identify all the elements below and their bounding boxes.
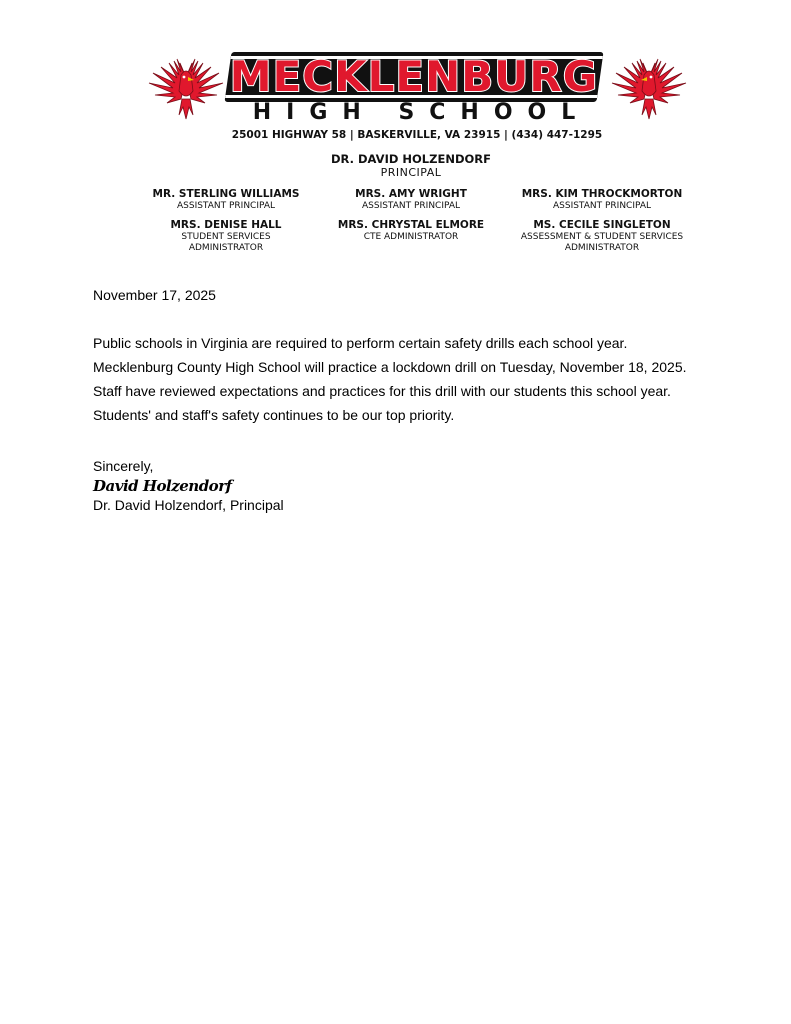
staff-role: ASSESSMENT & STUDENT SERVICES — [520, 232, 684, 242]
signer-name: Dr. David Holzendorf, Principal — [93, 497, 284, 513]
principal-block — [271, 152, 551, 180]
staff-role: STUDENT SERVICES — [181, 232, 271, 242]
body-line: Mecklenburg County High School will practice a lockdown drill on Tuesday, November 18, 2025. — [93, 359, 687, 375]
staff-role: PRINCIPAL — [380, 166, 442, 179]
staff-block — [316, 219, 506, 243]
staff-block — [326, 188, 496, 212]
body-line: Staff have reviewed expectations and practices for this drill with our students this school year. — [93, 383, 671, 399]
hawk-mascot-icon — [147, 55, 225, 121]
staff-name: DR. DAVID HOLZENDORF — [331, 152, 491, 166]
letterhead — [0, 0, 791, 270]
staff-name: MRS. KIM THROCKMORTON — [521, 188, 683, 200]
staff-block — [131, 219, 321, 254]
staff-name: MRS. AMY WRIGHT — [355, 188, 467, 200]
staff-block — [131, 188, 321, 212]
staff-name: MRS. DENISE HALL — [170, 219, 282, 231]
logo-subtitle: HIGH SCHOOL — [252, 100, 591, 125]
letter-date: November 17, 2025 — [93, 287, 216, 303]
body-line: Students' and staff's safety continues to be our top priority. — [93, 407, 455, 423]
logo-wordmark: MECKLENBURG — [229, 52, 599, 101]
school-address: 25001 HIGHWAY 58 | BASKERVILLE, VA 23915 | (434) 447-1295 — [231, 129, 603, 141]
staff-role: ASSISTANT PRINCIPAL — [176, 201, 276, 211]
staff-role: ADMINISTRATOR — [564, 243, 640, 253]
hawk-mascot-icon — [610, 55, 688, 121]
staff-block — [498, 219, 706, 254]
staff-role: ADMINISTRATOR — [188, 243, 264, 253]
staff-name: MR. STERLING WILLIAMS — [152, 188, 300, 200]
staff-role: ASSISTANT PRINCIPAL — [552, 201, 652, 211]
staff-role: CTE ADMINISTRATOR — [363, 232, 459, 242]
letter-body — [93, 331, 733, 427]
letter-closing: Sincerely, — [93, 458, 154, 474]
school-logo-banner — [224, 52, 603, 102]
body-line: Public schools in Virginia are required to perform certain safety drills each school year. — [93, 335, 628, 351]
staff-name: MS. CECILE SINGLETON — [533, 219, 671, 231]
handwritten-signature: David Holzendorf — [93, 477, 232, 495]
staff-role: ASSISTANT PRINCIPAL — [361, 201, 461, 211]
staff-block — [505, 188, 699, 212]
staff-name: MRS. CHRYSTAL ELMORE — [337, 219, 485, 231]
